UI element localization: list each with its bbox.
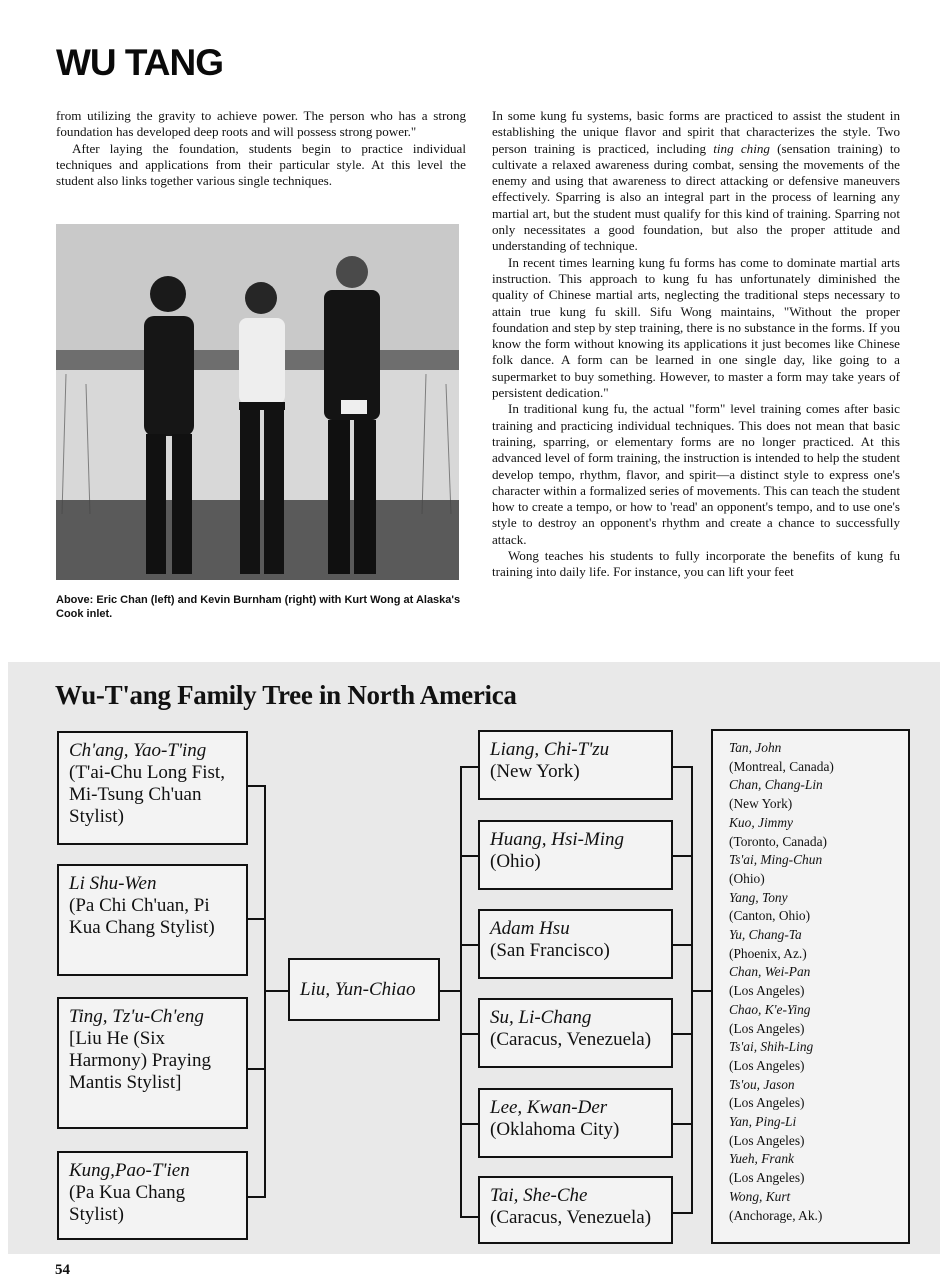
connector-line [673, 1212, 693, 1214]
right-paragraph-3: In traditional kung fu, the actual "form" level training comes after basic training and practicing individual techniques. This does not mean that basic training, sparring, or elementary forms are no longer practiced. At this advanced level of form training, the instruction is intended to help the student develop tempo, rhythm, flavor, and spirit—a distinct style to express one's character within a formalized series of movements. This can teach the student how to create a tempo, or how to 'read' an opponent's tempo, and to use one's style to destroy an opponent's rhythm and create a chance to successfully attack. [492, 401, 900, 547]
left-paragraph-1: from utilizing the gravity to achieve power. The person who has a strong foundation has developed deep roots and will possess strong power." [56, 108, 466, 140]
connector-line [460, 855, 478, 857]
connector-line [440, 990, 462, 992]
connector-line [460, 1216, 478, 1218]
photo-three-martial-artists [56, 224, 459, 580]
right-paragraph-4: Wong teaches his students to fully incorporate the benefits of kung fu training into daily life. For instance, you can lift your feet [492, 548, 900, 580]
center-box: Liu, Yun-Chiao [288, 958, 440, 1021]
student-box: Tai, She-Che (Caracus, Venezuela) [478, 1176, 673, 1244]
teacher-box: Kung,Pao-T'ien (Pa Kua Chang Stylist) [57, 1151, 248, 1240]
right-paragraph-2: In recent times learning kung fu forms has come to dominate martial arts instruction. This approach to kung fu has unfortunately diminished the quality of Chinese martial arts, neglecting the traditional steps necessary to attain true kung fu skill. Sifu Wong maintains, "Without the proper foundation and step by step training, there is no substance in the forms. If you know the form without knowing its applications it just becomes like Chinese folk dance. A form can be learned in one single day, like going to a supermarket to buy something. However, to master a form may take years of persistent dedication." [492, 254, 901, 401]
page-number: 54 [55, 1262, 70, 1278]
connector-line [460, 944, 478, 946]
student-box: Lee, Kwan-Der (Oklahoma City) [478, 1088, 673, 1158]
left-column [56, 108, 466, 189]
teacher-box: Ch'ang, Yao-T'ing (T'ai-Chu Long Fist, Mi-Tsung Ch'uan Stylist) [57, 731, 248, 845]
teacher-box: Li Shu-Wen (Pa Chi Ch'uan, Pi Kua Chang Stylist) [57, 864, 248, 976]
page-header-title: WU TANG [56, 42, 223, 83]
connector-line [691, 990, 711, 992]
student-box: Huang, Hsi-Ming (Ohio) [478, 820, 673, 890]
connector-line [460, 1033, 478, 1035]
connector-line [673, 766, 693, 768]
student-box: Liang, Chi-T'zu (New York) [478, 730, 673, 800]
photo-caption: Above: Eric Chan (left) and Kevin Burnham (right) with Kurt Wong at Alaska's Cook inlet. [56, 594, 461, 620]
connector-line [460, 1123, 478, 1125]
right-column [492, 108, 900, 581]
family-tree-title: Wu-T'ang Family Tree in North America [55, 680, 517, 710]
student-box: Su, Li-Chang (Caracus, Venezuela) [478, 998, 673, 1068]
connector-line [673, 1033, 693, 1035]
student-box: Adam Hsu (San Francisco) [478, 909, 673, 979]
ting-ching-term: ting ching [713, 140, 770, 156]
connector-line [460, 766, 462, 1218]
connector-line [673, 1123, 693, 1125]
photo-illustration [56, 224, 459, 580]
connector-line [673, 855, 693, 857]
right-paragraph-1: In some kung fu systems, basic forms are practiced to assist the student in establishing the unique flavor and spirit that characterizes the style. Two person training is practiced, including ting ching (sensation training) to cultivate a relaxed awareness during combat, sensing the movements of the enemy and using that awareness to direct attacking or defensive maneuvers effectively. Sparring is also an integral part in the process of learning any martial art, but the student must qualify for this kind of training. Sparring not only necessitates a good foundation, but also the proper attitude and understanding of technique. [492, 108, 901, 254]
next-generation-list: Tan, John (Montreal, Canada) Chan, Chang-Lin (New York) Kuo, Jimmy (Toronto, Canada) Ts'ai, Ming-Chun (Ohio) Yang, Tony (Canton, Ohio) Yu, Chang-Ta (Phoenix, Az.) Chan, Wei-Pan (Los Angeles) Chao, K'e-Ying (Los Angeles) Ts'ai, Shih-Ling (Los Angeles) Ts'ou, Jason (Los Angeles) Yan, Ping-Li (Los Angeles) Yueh, Frank (Los Angeles) Wong, Kurt (Anchorage, Ak.) [711, 729, 910, 1244]
left-paragraph-2: After laying the foundation, students begin to practice individual techniques and applications from their particular style. At this level the student also links together various single techniques. [56, 140, 466, 189]
connector-line [264, 990, 288, 992]
connector-line [460, 766, 478, 768]
teacher-box: Ting, Tz'u-Ch'eng [Liu He (Six Harmony) Praying Mantis Stylist] [57, 997, 248, 1129]
connector-line [673, 944, 693, 946]
